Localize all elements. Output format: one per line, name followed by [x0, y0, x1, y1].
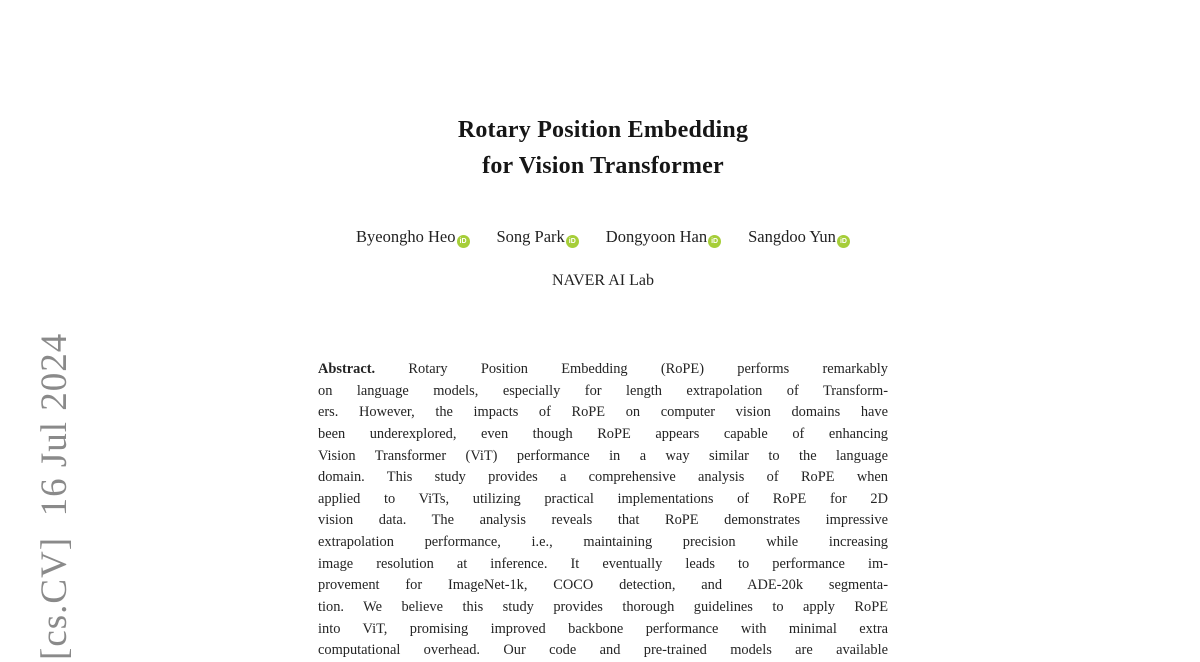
abstract-line: tion. We believe this study provides thorough guidelines to apply RoPE: [318, 599, 888, 616]
abstract-line: Vision Transformer (ViT) performance in a way similar to the language: [318, 447, 888, 464]
abstract-line: image resolution at inference. It eventually leads to performance im-: [318, 555, 888, 572]
orcid-icon[interactable]: iD: [837, 235, 850, 248]
author: [606, 227, 721, 248]
abstract-line: applied to ViTs, utilizing practical implementations of RoPE for 2D: [318, 490, 888, 507]
abstract-line: vision data. The analysis reveals that RoPE demonstrates impressive: [318, 512, 888, 529]
author: [748, 227, 850, 248]
abstract-line: computational overhead. Our code and pre-trained models are available: [318, 642, 888, 659]
author-name: Dongyoon Han: [605, 227, 708, 246]
abstract-line: on language models, especially for length extrapolation of Transform-: [318, 382, 888, 399]
abstract: [318, 359, 888, 662]
author: [356, 227, 469, 248]
abstract-line: provement for ImageNet-1k, COCO detection, and ADE-20k segmenta-: [318, 577, 888, 594]
orcid-icon[interactable]: iD: [708, 235, 721, 248]
author-name: Song Park: [496, 227, 565, 246]
abstract-line: been underexplored, even though RoPE appears capable of enhancing: [318, 425, 888, 442]
abstract-line: ers. However, the impacts of RoPE on computer vision domains have: [318, 404, 888, 421]
author-name: Sangdoo Yun: [748, 227, 836, 246]
arxiv-watermark: [cs.CV] 16 Jul 2024: [34, 332, 75, 660]
abstract-line: domain. This study provides a comprehensive analysis of RoPE when: [318, 469, 888, 486]
orcid-icon[interactable]: iD: [566, 235, 579, 248]
orcid-icon[interactable]: iD: [457, 235, 470, 248]
page-title: [303, 112, 903, 184]
abstract-label: Abstract.: [318, 361, 376, 377]
author-name: Byeongho Heo: [356, 227, 456, 246]
abstract-line: Abstract. Rotary Position Embedding (RoPE) performs remarkably: [318, 361, 888, 377]
author: [497, 227, 579, 248]
affiliation: NAVER AI Lab: [552, 272, 654, 289]
title-line-1: Rotary Position Embedding: [457, 117, 749, 143]
abstract-line: into ViT, promising improved backbone performance with minimal extra: [318, 620, 888, 637]
title-line-2: for Vision Transformer: [482, 153, 724, 179]
abstract-line: extrapolation performance, i.e., maintaining precision while increasing: [318, 534, 888, 551]
authors-row: [243, 227, 963, 248]
